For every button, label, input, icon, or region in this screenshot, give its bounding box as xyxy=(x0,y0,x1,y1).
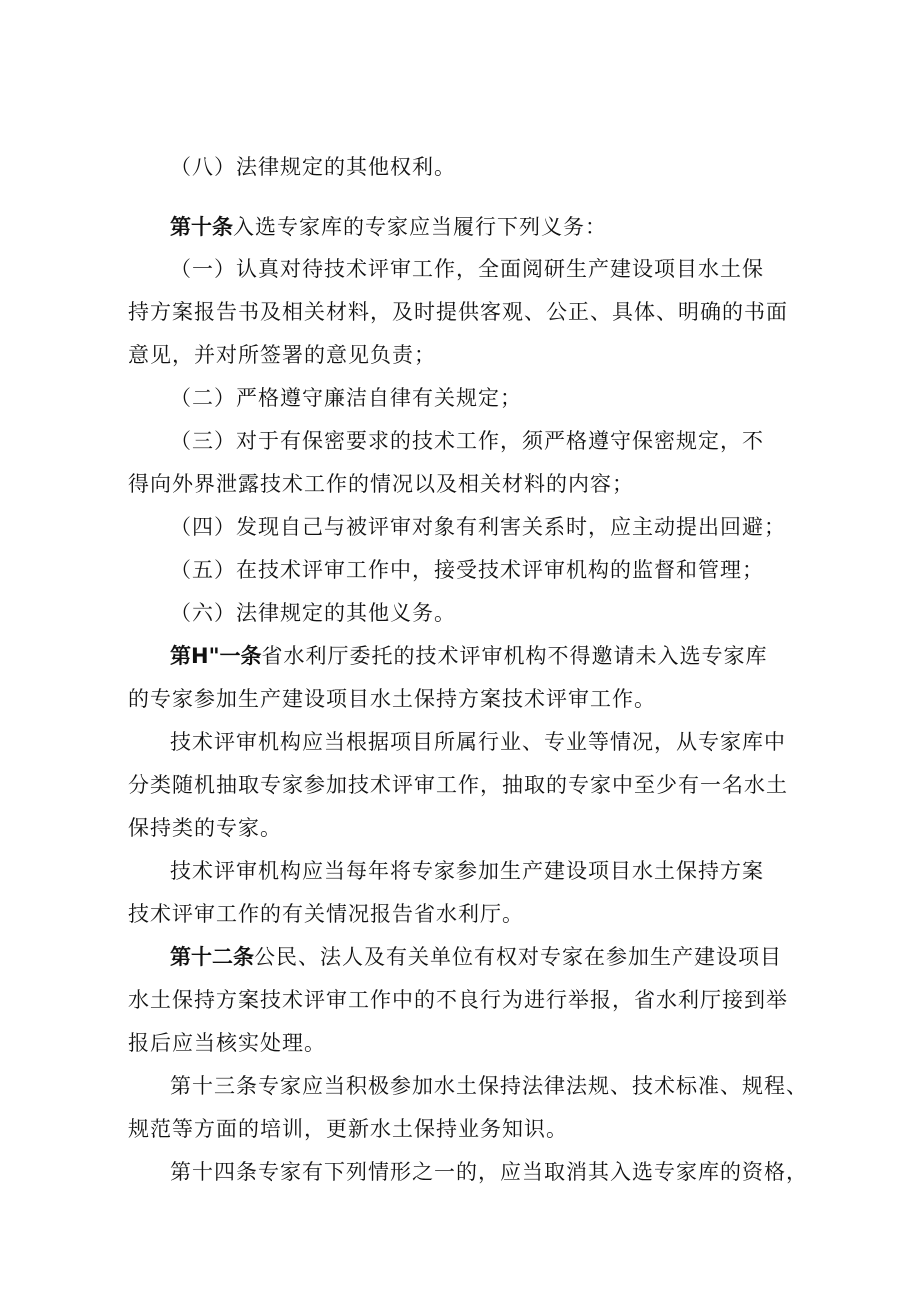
text-line xyxy=(128,1021,820,1065)
text-line xyxy=(170,720,820,764)
line-text: 持方案报告书及相关材料，及时提供客观、公正、具体、明确的书面 xyxy=(128,300,788,324)
line-text: （五）在技术评审工作中，接受技术评审机构的监督和管理； xyxy=(170,558,764,582)
line-text: 省水利厅委托的技术评审机构不得邀请未入选专家库 xyxy=(261,644,768,668)
line-text: 的专家参加生产建设项目水土保持方案技术评审工作。 xyxy=(128,687,656,711)
text-line xyxy=(170,849,820,893)
article-number: 第H"一条 xyxy=(170,644,262,668)
line-text: （八）法律规定的其他权利。 xyxy=(170,155,456,179)
text-line xyxy=(128,892,820,936)
line-text: 公民、法人及有关单位有权对专家在参加生产建设项目 xyxy=(254,945,782,969)
text-line xyxy=(128,333,820,377)
text-line xyxy=(170,1150,820,1194)
text-line xyxy=(170,935,820,979)
line-text: 分类随机抽取专家参加技术评审工作，抽取的专家中至少有一名水土 xyxy=(128,773,788,797)
article-number: 第十条 xyxy=(170,215,233,239)
line-text: 技术评审机构应当根据项目所属行业、专业等情况，从专家库中 xyxy=(170,730,786,754)
text-line xyxy=(128,462,820,506)
text-line xyxy=(170,591,820,635)
line-text: （三）对于有保密要求的技术工作，须严格遵守保密规定，不 xyxy=(170,429,764,453)
line-text: 技术评审工作的有关情况报告省水利厅。 xyxy=(128,902,524,926)
line-text: 规范等方面的培训，更新水土保持业务知识。 xyxy=(128,1117,568,1141)
text-line xyxy=(170,419,820,463)
text-line xyxy=(170,634,820,678)
text-line xyxy=(170,548,820,592)
line-text: 保持类的专家。 xyxy=(128,816,282,840)
text-line xyxy=(128,1107,820,1151)
line-text: 得向外界泄露技术工作的情况以及相关材料的内容； xyxy=(128,472,634,496)
line-text: 技术评审机构应当每年将专家参加生产建设项目水土保持方案 xyxy=(170,859,764,883)
text-line xyxy=(170,1064,820,1108)
text-line xyxy=(170,376,820,420)
text-line xyxy=(128,978,820,1022)
article-number: 第十二条 xyxy=(170,945,254,969)
line-text: 意见，并对所签署的意见负责； xyxy=(128,343,436,367)
line-text: 第十三条专家应当积极参加水土保持法律法规、技术标准、规程、 xyxy=(170,1074,808,1098)
text-line xyxy=(170,247,820,291)
line-text: （四）发现自己与被评审对象有利害关系时，应主动提出回避； xyxy=(170,515,786,539)
text-line xyxy=(128,806,820,850)
line-text: （一）认真对待技术评审工作，全面阅研生产建设项目水土保 xyxy=(170,257,764,281)
text-line xyxy=(170,505,820,549)
line-text: 水土保持方案技术评审工作中的不良行为进行举报，省水利厅接到举 xyxy=(128,988,788,1012)
text-line xyxy=(128,677,820,721)
line-text: 报后应当核实处理。 xyxy=(128,1031,326,1055)
line-text: 第十四条专家有下列情形之一的，应当取消其入选专家库的资格， xyxy=(170,1160,808,1184)
text-line xyxy=(170,145,820,189)
line-text: 入选专家库的专家应当履行下列义务： xyxy=(233,215,607,239)
text-line xyxy=(170,205,820,249)
text-line xyxy=(128,763,820,807)
text-line xyxy=(128,290,820,334)
line-text: （六）法律规定的其他义务。 xyxy=(170,601,456,625)
line-text: （二）严格遵守廉洁自律有关规定； xyxy=(170,386,522,410)
